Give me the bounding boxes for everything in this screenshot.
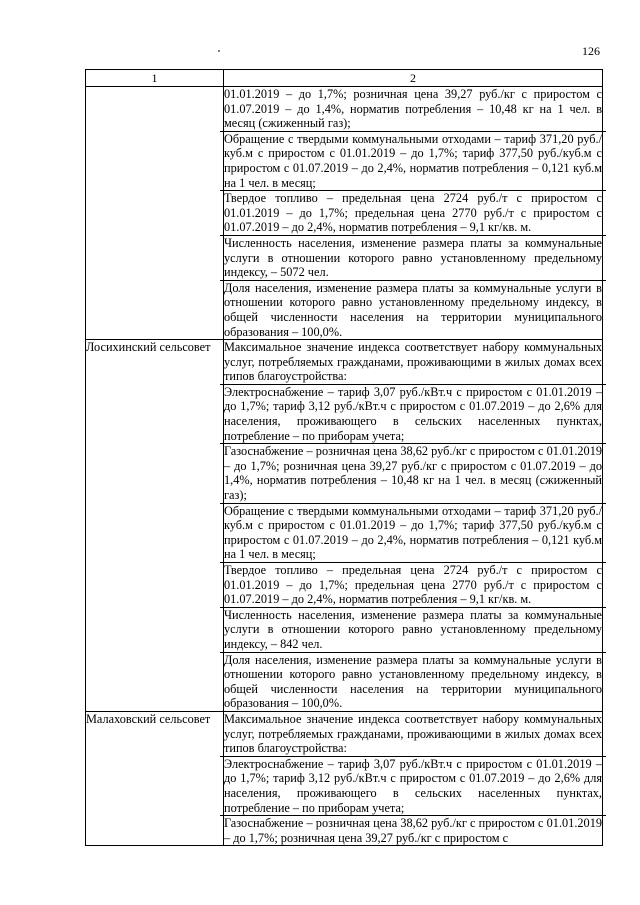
- paragraph: Численность населения, изменение размера платы за коммунальные услуги в отношении которого равно установленному предельному индексу, – 842 чел.: [224, 607, 602, 651]
- municipality-cell: Малаховский сельсовет: [86, 711, 224, 845]
- paragraph: Твердое топливо – предельная цена 2724 руб./т с приростом с 01.01.2019 – до 1,7%; предельная цена 2770 руб./т с приростом с 01.07.2019 – до 2,4%, норматив потребления – 9,1 кг/кв. м.: [224, 563, 602, 607]
- municipality-cell: Лосихинский сельсовет: [86, 340, 224, 712]
- table-row: [86, 711, 603, 845]
- table-row: [86, 87, 603, 340]
- table-header: [86, 70, 603, 87]
- paragraph: Обращение с твердыми коммунальными отходами – тариф 371,20 руб./куб.м с приростом с 01.01.2019 – до 1,7%; тариф 377,50 руб./куб.м с приростом с 01.07.2019 – до 2,4%, норматив потребления – 0,121 куб.м на 1 чел. в месяц;: [224, 131, 602, 190]
- municipality-cell: [86, 87, 224, 340]
- data-table: [85, 69, 603, 846]
- paragraph: 01.01.2019 – до 1,7%; розничная цена 39,27 руб./кг с приростом с 01.07.2019 – до 1,4%, норматив потребления – 10,48 кг на 1 чел. в месяц (сжиженный газ);: [224, 87, 602, 131]
- column-header-2: 2: [224, 70, 603, 87]
- indicators-cell: [224, 340, 603, 712]
- column-header-1: 1: [86, 70, 224, 87]
- paragraph: Обращение с твердыми коммунальными отходами – тариф 371,20 руб./куб.м с приростом с 01.01.2019 – до 1,7%; тариф 377,50 руб./куб.м с приростом с 01.07.2019 – до 2,4%, норматив потребления – 0,121 куб.м на 1 чел. в месяц;: [224, 503, 602, 562]
- paragraph: Газоснабжение – розничная цена 38,62 руб./кг с приростом с 01.01.2019 – до 1,7%; розничная цена 39,27 руб./кг с приростом с 01.07.2019 – до 1,4%, норматив потребления – 10,48 кг на 1 чел. в месяц (сжиженный газ);: [224, 444, 602, 503]
- table-row: [86, 340, 603, 712]
- page-number: 126: [582, 44, 600, 58]
- paragraph: Численность населения, изменение размера платы за коммунальные услуги в отношении которого равно установленному предельному индексу, – 5072 чел.: [224, 235, 602, 280]
- paragraph: Электроснабжение – тариф 3,07 руб./кВт.ч с приростом с 01.01.2019 – до 1,7%; тариф 3,12 руб./кВт.ч с приростом с 01.07.2019 – до 2,6% для населения, проживающего в сельских населенных пунктах, потребление – по приборам учета;: [224, 384, 602, 443]
- paragraph: Максимальное значение индекса соответствует набору коммунальных услуг, потребляемых гражданами, проживающими в жилых домах всех типов благоустройства:: [224, 340, 602, 384]
- paragraph: Твердое топливо – предельная цена 2724 руб./т с приростом с 01.01.2019 – до 1,7%; предельная цена 2770 руб./т с приростом с 01.07.2019 – до 2,4%, норматив потребления – 9,1 кг/кв. м.: [224, 191, 602, 235]
- paragraph: Доля населения, изменение размера платы за коммунальные услуги в отношении которого равно установленному предельному индексу, в общей численности населения на территории муниципального образования – 100,0%.: [224, 280, 602, 339]
- scan-speck: [218, 50, 220, 52]
- paragraph: Доля населения, изменение размера платы за коммунальные услуги в отношении которого равно установленному предельному индексу, в общей численности населения на территории муниципального образования – 100,0%.: [224, 652, 602, 711]
- paragraph: Электроснабжение – тариф 3,07 руб./кВт.ч с приростом с 01.01.2019 – до 1,7%; тариф 3,12 руб./кВт.ч с приростом с 01.07.2019 – до 2,6% для населения, проживающего в сельских населенных пунктах, потребление – по приборам учета;: [224, 756, 602, 815]
- paragraph: Газоснабжение – розничная цена 38,62 руб./кг с приростом с 01.01.2019 – до 1,7%; розничная цена 39,27 руб./кг с приростом с: [224, 816, 602, 845]
- indicators-cell: [224, 87, 603, 340]
- paragraph: Максимальное значение индекса соответствует набору коммунальных услуг, потребляемых гражданами, проживающими в жилых домах всех типов благоустройства:: [224, 711, 602, 756]
- indicators-cell: [224, 711, 603, 845]
